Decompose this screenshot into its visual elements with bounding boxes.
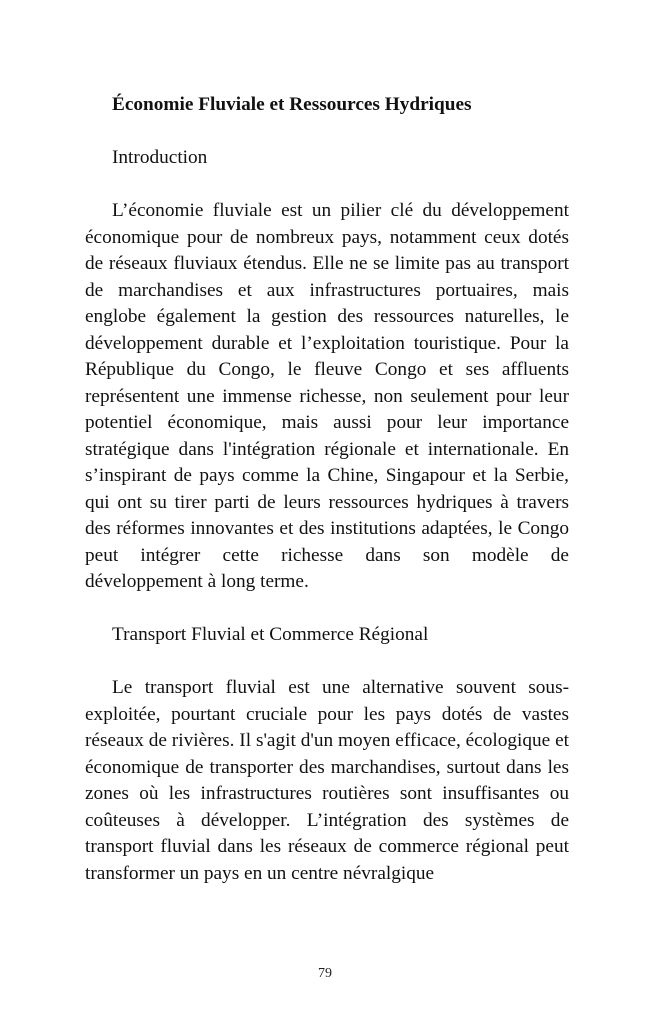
spacer	[85, 649, 569, 676]
paragraph-introduction: L’économie fluviale est un pilier clé du développement économique pour de nombreux pays, notamment ceux dotés de réseaux fluviaux étendus. Elle ne se limite pas au transport de marchandises et aux infrastructures portuaires, mais englobe également la gestion des ressources naturelles, le développement durable et l’exploitation touristique. Pour la République du Congo, le fleuve Congo et ses affluents représentent une immense richesse, non seulement pour leur potentiel économique, mais aussi pour leur importance stratégique dans l'intégration régionale et internationale. En s’inspirant de pays comme la Chine, Singapour et la Serbie, qui ont su tirer parti de leurs ressources hydriques à travers des réformes innovantes et des institutions adaptées, le Congo peut intégrer cette richesse dans son modèle de développement à long terme.	[85, 200, 569, 592]
section-heading-introduction: Introduction	[112, 147, 208, 168]
section-heading-transport: Transport Fluvial et Commerce Régional	[112, 624, 429, 645]
page-number: 79	[318, 966, 332, 981]
paragraph-transport: Le transport fluvial est une alternative souvent sous-exploitée, pourtant cruciale pour les pays dotés de vastes réseaux de rivières. Il s'agit d'un moyen efficace, écologique et économique de transporter des marchandises, surtout dans les zones où les infrastructures routières sont insuffisantes ou coûteuses à développer. L’intégration des systèmes de transport fluvial dans les réseaux de commerce régional peut transformer un pays en un centre névralgique	[85, 677, 569, 884]
chapter-title: Économie Fluviale et Ressources Hydriques	[112, 94, 472, 115]
spacer	[85, 119, 569, 146]
spacer	[85, 596, 569, 623]
spacer	[85, 172, 569, 199]
page-content	[85, 92, 569, 887]
